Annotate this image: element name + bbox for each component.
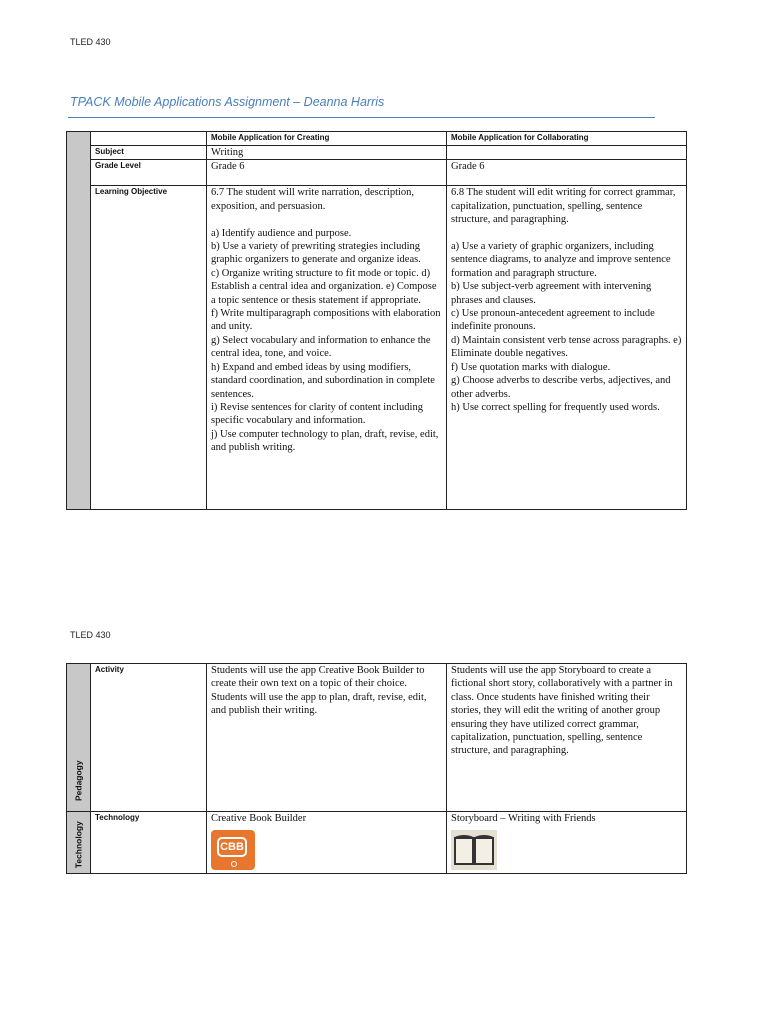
technology-creating-cell (207, 812, 447, 874)
technology-label: Technology (72, 821, 83, 869)
pedagogy-band (67, 664, 91, 812)
cbb-home-dot (231, 861, 237, 867)
page-title: TPACK Mobile Applications Assignment – Deanna Harris (70, 95, 385, 109)
cbb-app-icon (211, 830, 255, 870)
subject-creating: Writing (207, 146, 447, 160)
grade-creating: Grade 6 (207, 160, 447, 186)
activity-creating: Students will use the app Creative Book Builder to create their own text on a topic of their choice. Students will use the app to plan, draft, revise, edit, and publish their writing. (207, 664, 447, 812)
corner-cell (91, 132, 207, 146)
left-band (67, 132, 91, 510)
row-label-grade: Grade Level (91, 160, 207, 186)
activity-collaborating: Students will use the app Storyboard to create a fictional short story, collaboratively with a partner in class. Once students have finished writing their stories, they will edit the writing of another group ensuring they have utilized correct grammar, capitalization, punctuation, spelling, sentence structure, and paragraphing. (447, 664, 687, 812)
pedagogy-technology-table (66, 663, 687, 874)
technology-creating: Creative Book Builder (211, 813, 307, 824)
open-book-icon (451, 830, 497, 870)
row-label-objective: Learning Objective (91, 186, 207, 510)
row-label-technology: Technology (91, 812, 207, 874)
column-header-collaborating: Mobile Application for Collaborating (447, 132, 687, 146)
pedagogy-label: Pedagogy (72, 760, 83, 802)
objective-creating: 6.7 The student will write narration, description, exposition, and persuasion. a) Identify audience and purpose. b) Use a variety of prewriting strategies including graphic organizers to generate and organize ideas. c) Organize writing structure to fit mode or topic. d) Establish a central idea and organization. e) Compose a topic sentence or thesis statement if appropriate. f) Write multiparagraph compositions with elaboration and unity. g) Select vocabulary and information to enhance the central idea, tone, and voice. h) Expand and embed ideas by using modifiers, standard coordination, and subordination in complete sentences. i) Revise sentences for clarity of content including specific vocabulary and information. j) Use computer technology to plan, draft, revise, edit, and publish writing. (207, 186, 447, 510)
grade-collaborating: Grade 6 (447, 160, 687, 186)
row-label-activity: Activity (91, 664, 207, 812)
page1-header: TLED 430 (70, 37, 111, 47)
cbb-icon-text: CBB (217, 837, 247, 857)
column-header-creating: Mobile Application for Creating (207, 132, 447, 146)
objectives-table (66, 131, 687, 510)
technology-collaborating-cell (447, 812, 687, 874)
row-label-subject: Subject (91, 146, 207, 160)
page2-header: TLED 430 (70, 630, 111, 640)
subject-collaborating (447, 146, 687, 160)
objective-collaborating: 6.8 The student will edit writing for correct grammar, capitalization, punctuation, spelling, sentence structure, and paragraphing. a) Use a variety of graphic organizers, including sentence diagrams, to analyze and improve sentence formation and paragraph structure. b) Use subject-verb agreement with intervening phrases and clauses. c) Use pronoun-antecedent agreement to include indefinite pronouns. d) Maintain consistent verb tense across paragraphs. e) Eliminate double negatives. f) Use quotation marks with dialogue. g) Choose adverbs to describe verbs, adjectives, and other adverbs. h) Use correct spelling for frequently used words. (447, 186, 687, 510)
title-divider (68, 117, 655, 118)
technology-collaborating: Storyboard – Writing with Friends (451, 813, 596, 824)
technology-band (67, 812, 91, 874)
